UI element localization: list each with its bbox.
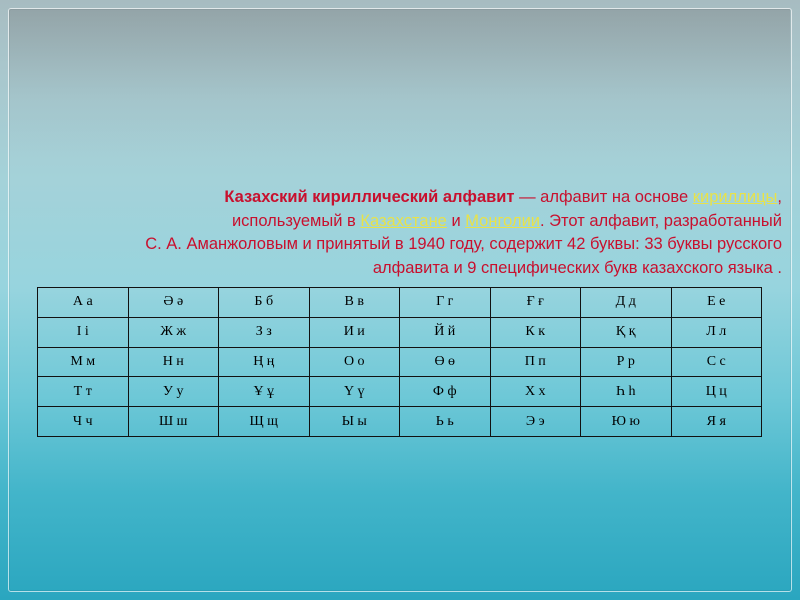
paragraph-text: и <box>446 211 466 230</box>
letter-cell: У у <box>128 377 219 407</box>
letter-cell: З з <box>219 317 310 347</box>
letter-cell: Ц ц <box>671 377 762 407</box>
table-row <box>38 317 762 347</box>
letter-cell: Г г <box>400 288 491 318</box>
letter-cell: В в <box>309 288 400 318</box>
letter-cell: Ю ю <box>581 407 672 437</box>
letter-cell: Ә ә <box>128 288 219 318</box>
letter-cell: Р р <box>581 347 672 377</box>
link-cyrillic[interactable]: кириллицы <box>692 188 778 206</box>
letter-cell: Й й <box>400 317 491 347</box>
paragraph-line-3: С. А. Аманжоловым и принятый в 1940 году, содержит 42 буквы: 33 буквы русского <box>145 235 782 253</box>
letter-cell: Л л <box>671 317 762 347</box>
letter-cell: О о <box>309 347 400 377</box>
paragraph-text: используемый в <box>231 211 361 230</box>
letter-cell: Е е <box>671 288 762 318</box>
table-row <box>38 377 762 407</box>
letter-cell: А а <box>38 288 129 318</box>
link-mongolia[interactable]: Монголии <box>465 211 540 230</box>
letter-cell: Щ щ <box>219 407 310 437</box>
letter-cell: М м <box>38 347 129 377</box>
letter-cell: Ш ш <box>128 407 219 437</box>
letter-cell: Д д <box>581 288 672 318</box>
paragraph-line-4: алфавита и 9 специфических букв казахского языка . <box>372 258 782 277</box>
letter-cell: И и <box>309 317 400 347</box>
paragraph-text: — алфавит на основе <box>514 188 693 206</box>
letter-cell: Ф ф <box>400 377 491 407</box>
link-kazakhstan[interactable]: Казахстане <box>360 211 447 230</box>
table-row <box>38 347 762 377</box>
letter-cell: Ж ж <box>128 317 219 347</box>
table-row <box>38 407 762 437</box>
alphabet-title: Казахский кириллический алфавит <box>224 188 515 206</box>
letter-cell: Ғ ғ <box>490 288 581 318</box>
letter-cell: К к <box>490 317 581 347</box>
letter-cell: С с <box>671 347 762 377</box>
letter-cell: Ө ө <box>400 347 491 377</box>
description-paragraph <box>10 186 782 280</box>
letter-cell: Ү ү <box>309 377 400 407</box>
letter-cell: І і <box>38 317 129 347</box>
letter-cell: Я я <box>671 407 762 437</box>
letter-cell: Ұ ұ <box>219 377 310 407</box>
letter-cell: Х х <box>490 377 581 407</box>
paragraph-text: . Этот алфавит, разработанный <box>540 211 782 230</box>
paragraph-text: , <box>777 188 782 206</box>
table-row <box>38 288 762 318</box>
letter-cell: Э э <box>490 407 581 437</box>
paragraph-line-1 <box>10 186 782 210</box>
letter-cell: Ь ь <box>400 407 491 437</box>
letter-cell: Һ һ <box>581 377 672 407</box>
letter-cell: Ч ч <box>38 407 129 437</box>
letter-cell: Ң ң <box>219 347 310 377</box>
alphabet-table <box>37 287 762 437</box>
letter-cell: Ы ы <box>309 407 400 437</box>
letter-cell: Т т <box>38 377 129 407</box>
letter-cell: Н н <box>128 347 219 377</box>
paragraph-line-2 <box>10 210 782 234</box>
letter-cell: Б б <box>219 288 310 318</box>
letter-cell: П п <box>490 347 581 377</box>
letter-cell: Қ қ <box>581 317 672 347</box>
